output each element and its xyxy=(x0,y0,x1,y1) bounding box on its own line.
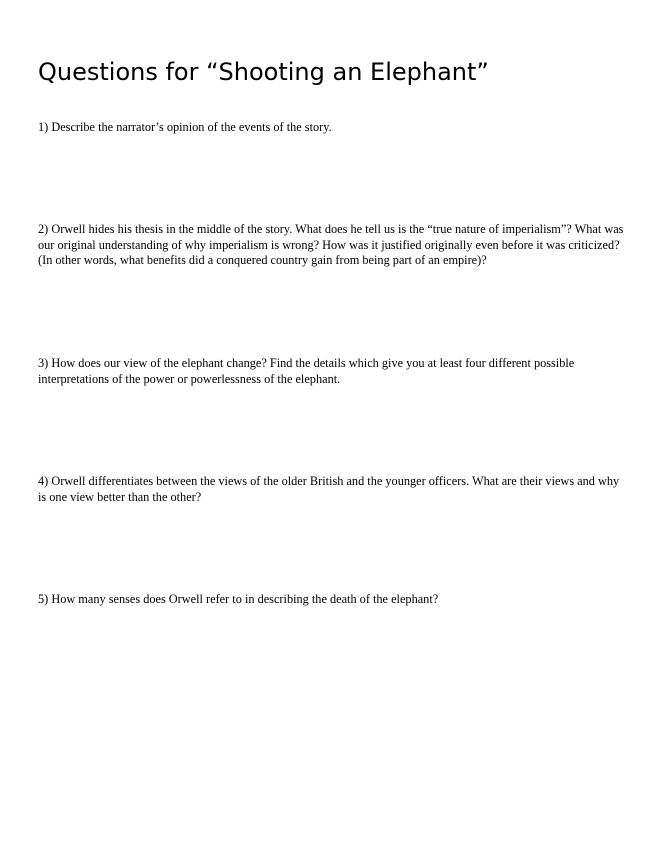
question-3: 3) How does our view of the elephant change? Find the details which give you at least four different possible interpretations of the power or powerlessness of the elephant. xyxy=(38,356,575,386)
question-2: 2) Orwell hides his thesis in the middle of the story. What does he tell us is the “true nature of imperialism”? What was our original understanding of why imperialism is wrong? How was it justified originally even before it was criticized? (In other words, what benefits did a conquered country gain from being part of an empire)? xyxy=(38,222,624,267)
question-4: 4) Orwell differentiates between the views of the older British and the younger officers. What are their views and why is one view better than the other? xyxy=(38,474,620,504)
question-1: 1) Describe the narrator’s opinion of the events of the story. xyxy=(38,120,332,134)
page-title: Questions for “Shooting an Elephant” xyxy=(38,58,489,86)
question-5: 5) How many senses does Orwell refer to in describing the death of the elephant? xyxy=(38,592,439,606)
